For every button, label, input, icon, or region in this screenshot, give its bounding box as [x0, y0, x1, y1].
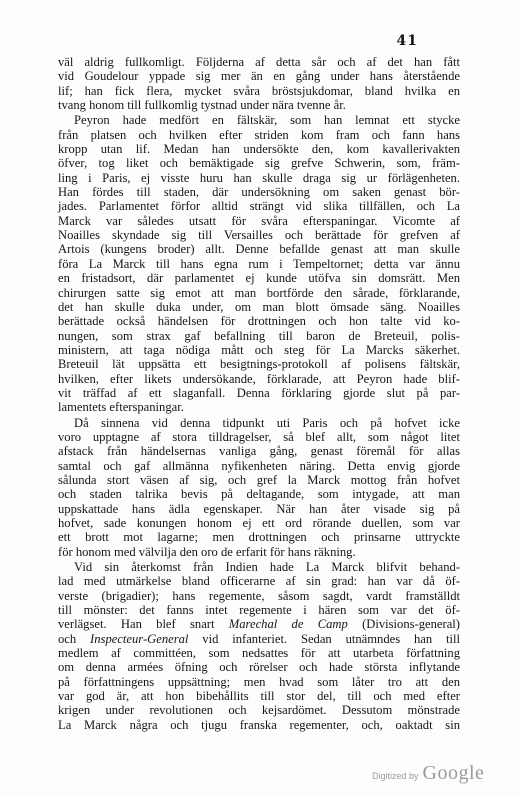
- text-line: och staden talrika bevis på deltagande, som intygade, att man: [58, 487, 460, 502]
- text-line: om denna armées öfning och rörelser och hade största inflytande: [58, 660, 460, 675]
- text-line: det han skulle duka under, om man blott ömsade säng. Noailles: [58, 299, 460, 314]
- text-line: för honom med välvilja den oro de erfarit för hans räkning.: [58, 544, 356, 559]
- text-line: jades. Parlamentet förfor alltid strängt vid slika tillfällen, och La: [58, 199, 460, 214]
- text-line: samtal och gaf allmänna nyfikenheten näring. Detta envig gjorde: [58, 458, 460, 473]
- text-line: ling i Paris, ej visste huru han skulle draga sig ur förlägenheten.: [58, 170, 460, 185]
- text-line: en fristadsort, där parlamentet ej kunde utöfva sin domsrätt. Men: [58, 271, 460, 286]
- text-line: på författningens uppsättning; men hvad som låter tro att den: [58, 674, 460, 689]
- digitized-watermark: [372, 762, 484, 785]
- text-segment: (Divisions-general): [347, 617, 460, 632]
- text-line: chirurgen satte sig emot att man bortförde den sårade, förklarande,: [58, 285, 460, 300]
- watermark-prefix: Digitized by: [372, 771, 419, 781]
- text-line: krigen under revolutionen och kejsardömet. Dessutom mönstrade: [58, 703, 460, 718]
- text-segment: vid infanteriet. Sedan utnämndes han till: [188, 631, 460, 646]
- text-line: föra La Marck till hans egna rum i Tempeltornet; detta var ännu: [58, 256, 460, 271]
- page-number: 41: [396, 33, 418, 49]
- text-line: Artois (kungens broder) allt. Denne befallde genast att man skulle: [58, 242, 460, 257]
- text-line: Noailles skyndade sig till Versailles och berättade för grefven af: [58, 228, 460, 243]
- text-line: Då sinnena vid denna tidpunkt uti Paris och på hofvet icke: [74, 415, 460, 430]
- text-line: från platsen och hvilken efter striden kom fram och fann hans: [58, 127, 460, 142]
- text-line: ministern, att taga nödiga mått och steg för La Marcks säkerhet.: [58, 342, 460, 357]
- text-line: kropp utan lif. Medan han undersökte den, kom kavallerivakten: [58, 142, 460, 157]
- paragraph-4: [58, 560, 460, 732]
- text-line: Peyron hade medfört en fältskär, som han lemnat ett stycke: [74, 113, 460, 128]
- text-line: nungen, som strax gaf befallning till baron de Breteuil, polis-: [58, 328, 460, 343]
- watermark-brand: Google: [422, 762, 485, 784]
- italic-term: Marechal de Camp: [228, 617, 348, 632]
- text-line: medlem af committéen, som nedsattes för att utarbeta författning: [58, 646, 460, 661]
- paragraph-3: [58, 416, 460, 559]
- text-line: ett brott mot lagarne; men drottningen och prinsarne uttryckte: [58, 530, 460, 545]
- text-line: sålunda stort väsen af sig, och gref la Marck mottog från hofvet: [58, 472, 460, 487]
- text-line: Breteuil lät uppsätta ett besigtnings-protokoll af polisens fältskär,: [58, 357, 460, 372]
- body-text: [58, 55, 460, 732]
- text-line: tvang honom till fullkomlig tystnad under nära tvenne år.: [58, 98, 346, 113]
- text-line-mixed: [58, 632, 460, 646]
- text-line: väl aldrig fullkomligt. Följderna af detta sår och af det han fått: [58, 55, 460, 69]
- paragraph-2: [58, 113, 460, 414]
- text-line: Han fördes till staden, där undersökning om saken genast bör-: [58, 185, 460, 200]
- text-line: uppskattade hans ädla egenskaper. När han åter visade sig på: [58, 501, 460, 516]
- text-line: vit träffad af ett slaganfall. Denna förklaring gjorde slut på par-: [58, 385, 460, 400]
- text-line: Vid sin återkomst från Indien hade La Marck blifvit behand-: [74, 560, 460, 575]
- text-line-mixed: [58, 617, 460, 631]
- text-line: till mönster: det fanns intet regemente i hären som var det öf-: [58, 603, 460, 618]
- text-line: hofvet, sade konungen honom ej ett ord rörande duellen, som var: [58, 516, 460, 530]
- text-line: vid Goudelour yppade sig mer än en gång under hans återstående: [58, 69, 460, 84]
- paragraph-1: [58, 55, 460, 112]
- text-line: hvilken, efter likets undersökande, förklarade, att Peyron hade blif-: [58, 371, 460, 386]
- text-line: berättade också händelsen för drottningen och hon talte vid ko-: [58, 314, 460, 329]
- text-line: voro upptagne af stora tilldragelser, så blef allt, som något litet: [58, 429, 460, 444]
- text-line: verste (brigadier); hans regemente, såsom sagdt, vardt framställdt: [58, 588, 460, 603]
- italic-term: Inspecteur-General: [90, 631, 189, 646]
- text-segment: verlägset. Han blef snart: [58, 617, 215, 632]
- text-line: var god är, att hon bibehållits till stor del, till och med efter: [58, 689, 460, 704]
- text-line: lif; han fick flera, mycket svåra bröstsjukdomar, bland hvilka en: [58, 83, 460, 98]
- text-segment: och: [58, 631, 77, 646]
- text-line: Marck var således utsatt för svåra efterspaningar. Vicomte af: [58, 213, 460, 228]
- text-line: öfver, tog liket och bemäktigade sig grefve Schwerin, som, främ-: [58, 156, 460, 171]
- text-line: lad med utmärkelse bland officerarne af sin grad: han var då öf-: [58, 574, 460, 589]
- text-line: afstack från händelsernas vanliga gång, genast föremål för allas: [58, 444, 460, 459]
- text-line: La Marck några och tjugu franska regementer, och, oaktadt sin: [58, 717, 460, 732]
- text-line: lamentets efterspaningar.: [58, 400, 184, 415]
